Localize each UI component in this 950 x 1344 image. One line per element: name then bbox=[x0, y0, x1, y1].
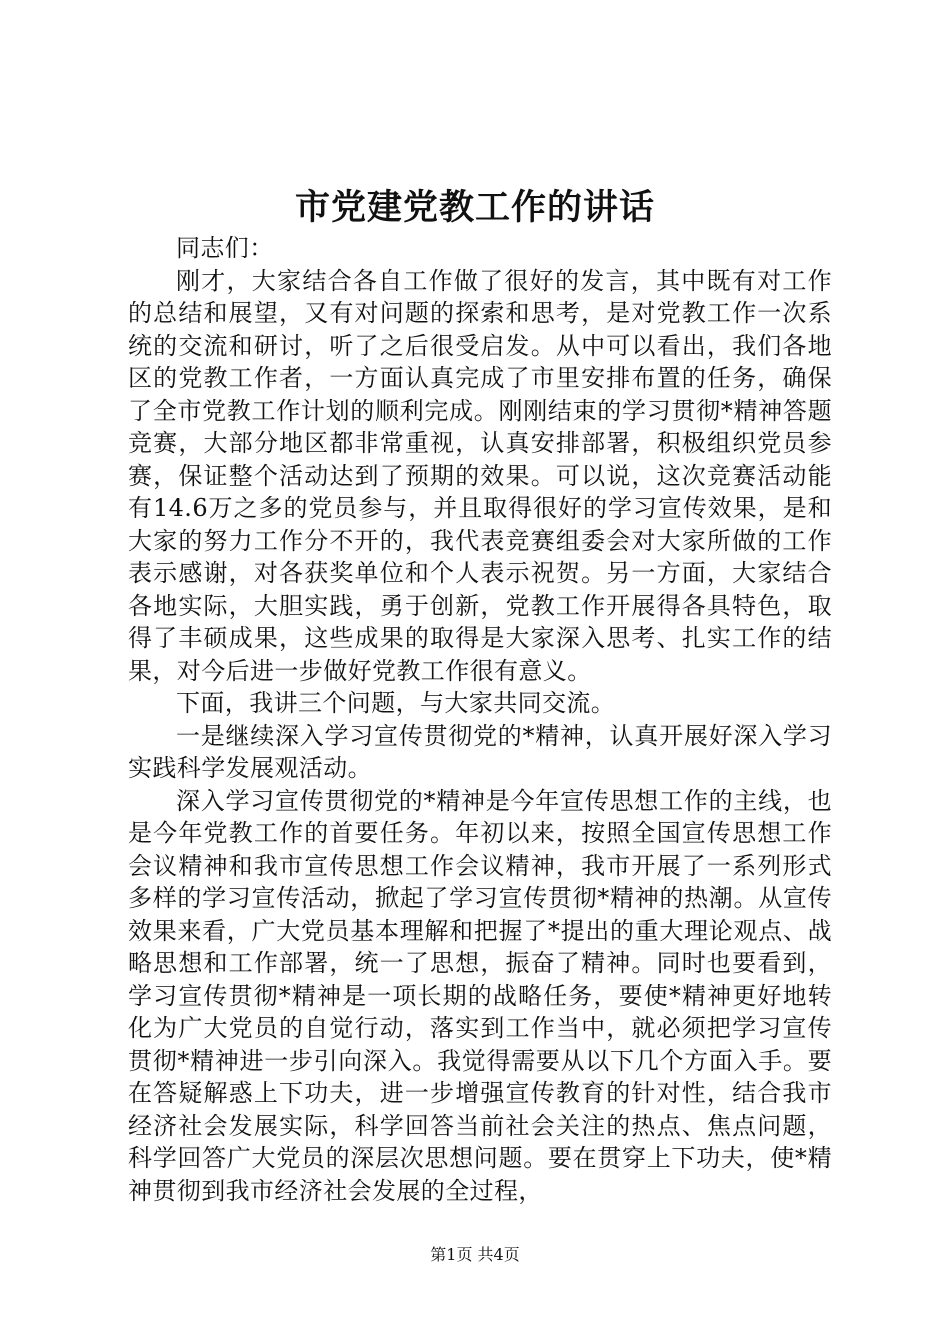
page-number-footer: 第1页 共4页 bbox=[430, 1245, 520, 1264]
body-paragraph: 刚才，大家结合各自工作做了很好的发言，其中既有对工作的总结和展望，又有对问题的探索和思考，是对党教工作一次系统的交流和研讨，听了之后很受启发。从中可以看出，我们各地区的党教工作者，一方面认真完成了市里安排布置的任务，确保了全市党教工作计划的顺利完成。刚刚结束的学习贯彻*精神答题竞赛，大部分地区都非常重视，认真安排部署，积极组织党员参赛，保证整个活动达到了预期的效果。可以说，这次竞赛活动能有14.6万之多的党员参与，并且取得很好的学习宣传效果，是和大家的努力工作分不开的，我代表竞赛组委会对大家所做的工作表示感谢，对各获奖单位和个人表示祝贺。另一方面，大家结合各地实际，大胆实践，勇于创新，党教工作开展得各具特色，取得了丰硕成果，这些成果的取得是大家深入思考、扎实工作的结果，对今后进一步做好党教工作很有意义。 bbox=[128, 266, 832, 685]
section-heading-paragraph: 一是继续深入学习宣传贯彻党的*精神，认真开展好深入学习实践科学发展观活动。 bbox=[128, 721, 832, 782]
salutation-paragraph: 同志们： bbox=[176, 234, 274, 262]
body-paragraph: 下面，我讲三个问题，与大家共同交流。 bbox=[176, 689, 616, 717]
document-title: 市党建党教工作的讲话 bbox=[294, 187, 655, 228]
document-body bbox=[128, 232, 832, 1207]
body-paragraph: 深入学习宣传贯彻党的*精神是今年宣传思想工作的主线，也是今年党教工作的首要任务。年初以来，按照全国宣传思想工作会议精神和我市宣传思想工作会议精神，我市开展了一系列形式多样的学习宣传活动，掀起了学习宣传贯彻*精神的热潮。从宣传效果来看，广大党员基本理解和把握了*提出的重大理论观点、战略思想和工作部署，统一了思想，振奋了精神。同时也要看到，学习宣传贯彻*精神是一项长期的战略任务，要使*精神更好地转化为广大党员的自觉行动，落实到工作当中，就必须把学习宣传贯彻*精神进一步引向深入。我觉得需要从以下几个方面入手。要在答疑解惑上下功夫，进一步增强宣传教育的针对性，结合我市经济社会发展实际，科学回答当前社会关注的热点、焦点问题，科学回答广大党员的深层次思想问题。要在贯穿上下功夫，使*精神贯彻到我市经济社会发展的全过程， bbox=[128, 786, 832, 1205]
